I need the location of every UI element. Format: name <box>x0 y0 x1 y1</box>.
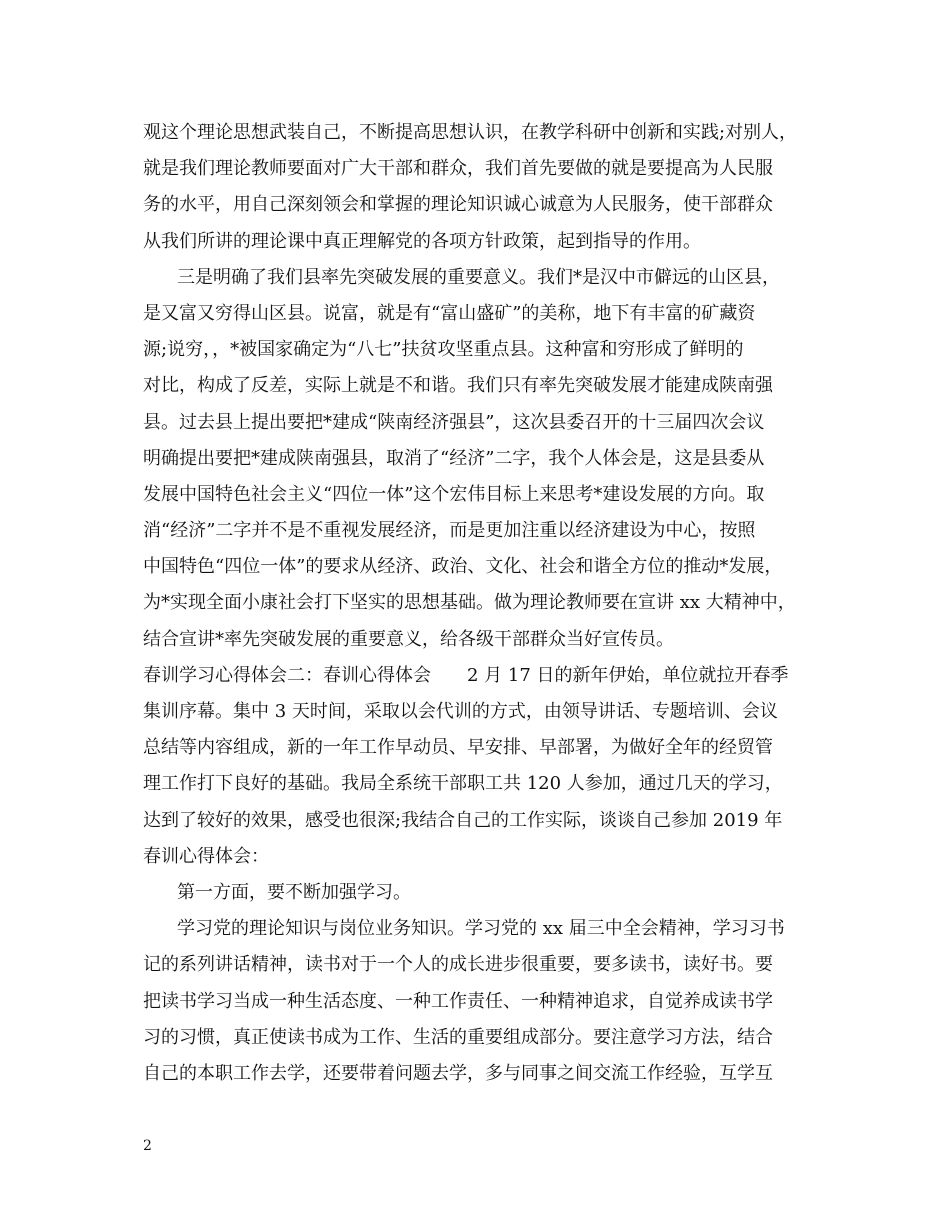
text-line: 达到了较好的效果，感受也很深;我结合自己的工作实际，谈谈自己参加 2019 年 <box>143 809 783 831</box>
text-line: 消“经济”二字并不是不重视发展经济，而是更加注重以经济建设为中心，按照 <box>143 520 756 542</box>
text-line: 春训心得体会： <box>143 845 269 867</box>
text-line: 对比，构成了反差，实际上就是不和谐。我们只有率先突破发展才能建成陕南强 <box>143 375 773 397</box>
text-line: 自己的本职工作去学，还要带着问题去学，多与同事之间交流工作经验，互学互 <box>143 1062 773 1084</box>
text-line: 春训学习心得体会二：春训心得体会 2 月 17 日的新年伊始，单位就拉开春季 <box>143 664 789 686</box>
text-line: 务的水平，用自己深刻领会和掌握的理论知识诚心诚意为人民服务，使干部群众 <box>143 194 773 216</box>
text-line: 记的系列讲话精神，读书对于一个人的成长进步很重要，要多读书，读好书。要 <box>143 954 773 976</box>
text-line: 县。过去县上提出要把*建成“陕南经济强县”，这次县委召开的十三届四次会议 <box>143 411 765 433</box>
text-line: 第一方面，要不断加强学习。 <box>177 881 411 903</box>
document-body <box>143 115 813 1092</box>
text-line: 结合宣讲*率先突破发展的重要意义，给各级干部群众当好宣传员。 <box>143 628 674 650</box>
text-line: 发展中国特色社会主义“四位一体”这个宏伟目标上来思考*建设发展的方向。取 <box>143 483 765 505</box>
text-line: 从我们所讲的理论课中真正理解党的各项方针政策，起到指导的作用。 <box>143 230 701 252</box>
text-line: 集训序幕。集中 3 天时间，采取以会代训的方式，由领导讲话、专题培训、会议 <box>143 701 778 722</box>
text-line: 总结等内容组成，新的一年工作早动员、早安排、早部署，为做好全年的经贸管 <box>143 737 773 759</box>
text-line: 观这个理论思想武装自己，不断提高思想认识，在教学科研中创新和实践;对别人， <box>143 122 798 143</box>
text-line: 就是我们理论教师要面对广大干部和群众，我们首先要做的就是要提高为人民服 <box>143 158 773 180</box>
text-line: 是又富又穷得山区县。说富，就是有“富山盛矿”的美称，地下有丰富的矿藏资 <box>143 302 756 324</box>
text-line: 三是明确了我们县率先突破发展的重要意义。我们*是汉中市僻远的山区县， <box>177 266 780 288</box>
text-line: 理工作打下良好的基础。我局全系统干部职工共 120 人参加，通过几天的学习， <box>143 773 783 795</box>
text-line: 习的习惯，真正使读书成为工作、生活的重要组成部分。要注意学习方法，结合 <box>143 1026 773 1048</box>
text-line: 学习党的理论知识与岗位业务知识。学习党的 xx 届三中全会精神，学习习书 <box>177 918 785 940</box>
text-line: 明确提出要把*建成陕南强县，取消了“经济”二字，我个人体会是，这是县委从 <box>143 447 765 469</box>
text-line: 中国特色“四位一体”的要求从经济、政治、文化、社会和谐全方位的推动*发展， <box>143 556 783 578</box>
text-line: 为*实现全面小康社会打下坚实的思想基础。做为理论教师要在宣讲 xx 大精神中， <box>143 592 796 614</box>
text-line: 源;说穷，，*被国家确定为“八七”扶贫攻坚重点县。这种富和穷形成了鲜明的 <box>143 339 744 361</box>
page-number: 2 <box>143 1138 152 1154</box>
text-line: 把读书学习当成一种生活态度、一种工作责任、一种精神追求，自觉养成读书学 <box>143 990 773 1012</box>
